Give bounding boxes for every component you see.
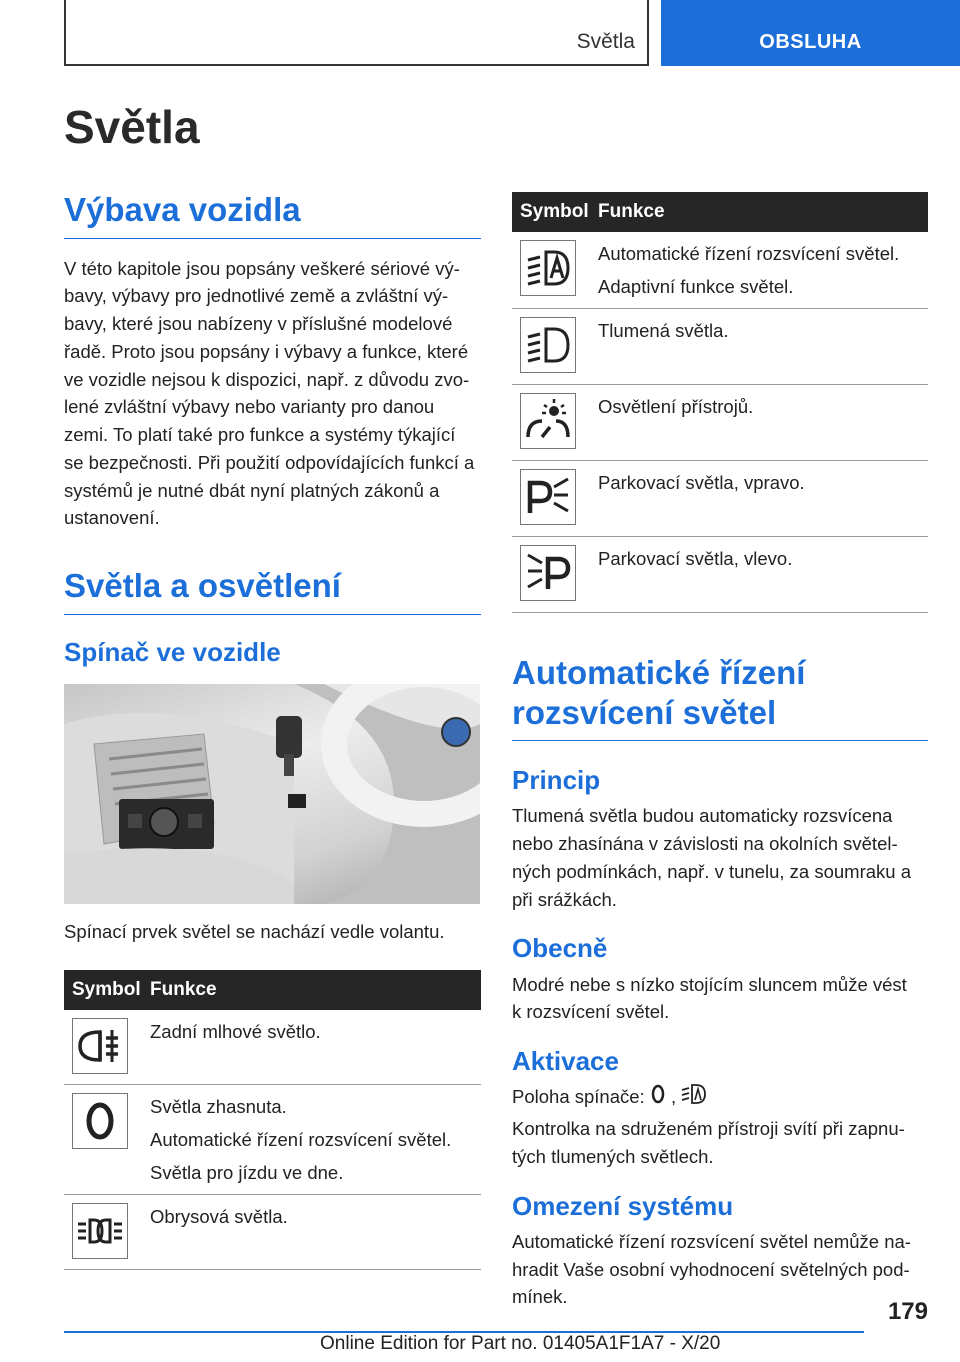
table-row[interactable]	[512, 232, 928, 308]
edition-note: Online Edition for Part no. 01405A1F1A7 - X/20	[320, 1333, 721, 1354]
col-function: Funkce	[598, 192, 928, 232]
heading-equipment: Výbava vozidla	[64, 190, 481, 239]
low-beam-icon	[520, 317, 576, 373]
photo-caption: Spínací prvek světel se nachází vedle volantu.	[64, 920, 445, 942]
table-row[interactable]	[512, 308, 928, 384]
paragraph-limits: Automatické řízení rozsvícení světel nemůže na- hradit Vaše osobní vyhodnocení světelných pod- mínek.	[512, 1230, 911, 1308]
row-text: Automatické řízení rozsvícení světel.	[150, 1129, 452, 1151]
right-column	[512, 192, 928, 1311]
col-symbol: Symbol	[512, 192, 598, 232]
row-text: Automatické řízení rozsvícení světel.	[598, 243, 900, 264]
side-lights-icon	[72, 1203, 128, 1259]
parking-light-left-icon	[520, 545, 576, 601]
row-text: Tlumená světla.	[598, 319, 729, 341]
heading-limits: Omezení systému	[512, 1190, 734, 1221]
row-text: Světla pro jízdu ve dne.	[150, 1162, 344, 1184]
paragraph-principle: Tlumená světla budou automaticky rozsvícena nebo zhasínána v závislosti na okolních světel- ných podmínkách, např. v tunelu, za soumraku a při srážkách.	[512, 805, 911, 910]
header-frame	[64, 0, 649, 66]
page-number: 179	[887, 1298, 928, 1325]
paragraph-activation-indicator: Kontrolka na sdruženém přístroji svítí při zapnu- tých tlumených světlech.	[512, 1118, 905, 1167]
auto-headlight-icon	[681, 1083, 707, 1113]
light-switch-photo	[64, 684, 480, 904]
page-title: Světla	[64, 101, 200, 153]
activation-separator: ,	[670, 1086, 682, 1108]
table-header	[512, 192, 928, 232]
row-text: Zadní mlhové světlo.	[150, 1020, 321, 1042]
paragraph-general: Modré nebe s nízko stojícím sluncem může vést k rozsvícení světel.	[512, 973, 907, 1023]
table-row[interactable]	[64, 1085, 481, 1195]
heading-activation: Aktivace	[512, 1046, 619, 1076]
rear-fog-light-icon	[72, 1018, 128, 1074]
heading-lights: Světla a osvětlení	[64, 566, 481, 615]
heading-principle: Princip	[512, 765, 601, 796]
lights-off-icon	[650, 1083, 666, 1113]
row-text: Adaptivní funkce světel.	[598, 275, 794, 297]
table-header	[64, 970, 481, 1010]
section-label: Světla	[576, 30, 635, 53]
col-function: Funkce	[150, 970, 481, 1010]
heading-general: Obecně	[512, 933, 608, 964]
heading-switch: Spínač ve vozidle	[64, 636, 281, 667]
paragraph-equipment: V této kapitole jsou popsány veškeré sériové vý- bavy, výbavy pro jednotlivé země a zvláštní vý- bavy, které jsou nabízeny v příslušné modelové řadě. Proto jsou popsány i výbavy a funkce, které ve vozidle nejsou k dispozici, např. z důvodu zvo- lené zvláštní výbavy nebo varianty pro danou zemi. To platí také pro funkce a systémy týkající se bezpečnosti. Při použití odpovídajících funkcí a systémů je nutné dbát nyní platných zákonů a ustanovení.	[64, 257, 475, 529]
instrument-lighting-icon	[520, 393, 576, 449]
col-symbol: Symbol	[64, 970, 150, 1010]
table-row[interactable]	[512, 384, 928, 460]
paragraph-activation	[512, 1083, 928, 1113]
left-column	[64, 190, 481, 1270]
table-row[interactable]	[64, 1195, 481, 1270]
parking-light-right-icon	[520, 469, 576, 525]
dashboard-illustration	[64, 684, 480, 904]
table-row[interactable]	[512, 460, 928, 536]
row-text: Světla zhasnuta.	[150, 1096, 287, 1118]
auto-headlight-icon	[520, 240, 576, 296]
row-text: Parkovací světla, vlevo.	[598, 547, 793, 569]
row-text: Obrysová světla.	[150, 1206, 288, 1228]
activation-text: Poloha spínače:	[512, 1086, 650, 1108]
chapter-tab[interactable]: OBSLUHA	[661, 0, 960, 66]
symbol-table-left	[64, 970, 481, 1270]
symbol-table-right	[512, 192, 928, 613]
heading-auto-lights: Automatické řízení rozsvícení světel	[512, 653, 928, 741]
lights-off-icon	[72, 1093, 128, 1149]
table-row[interactable]	[512, 536, 928, 612]
table-row[interactable]	[64, 1010, 481, 1085]
row-text: Osvětlení přístrojů.	[598, 395, 754, 417]
row-text: Parkovací světla, vpravo.	[598, 471, 805, 493]
